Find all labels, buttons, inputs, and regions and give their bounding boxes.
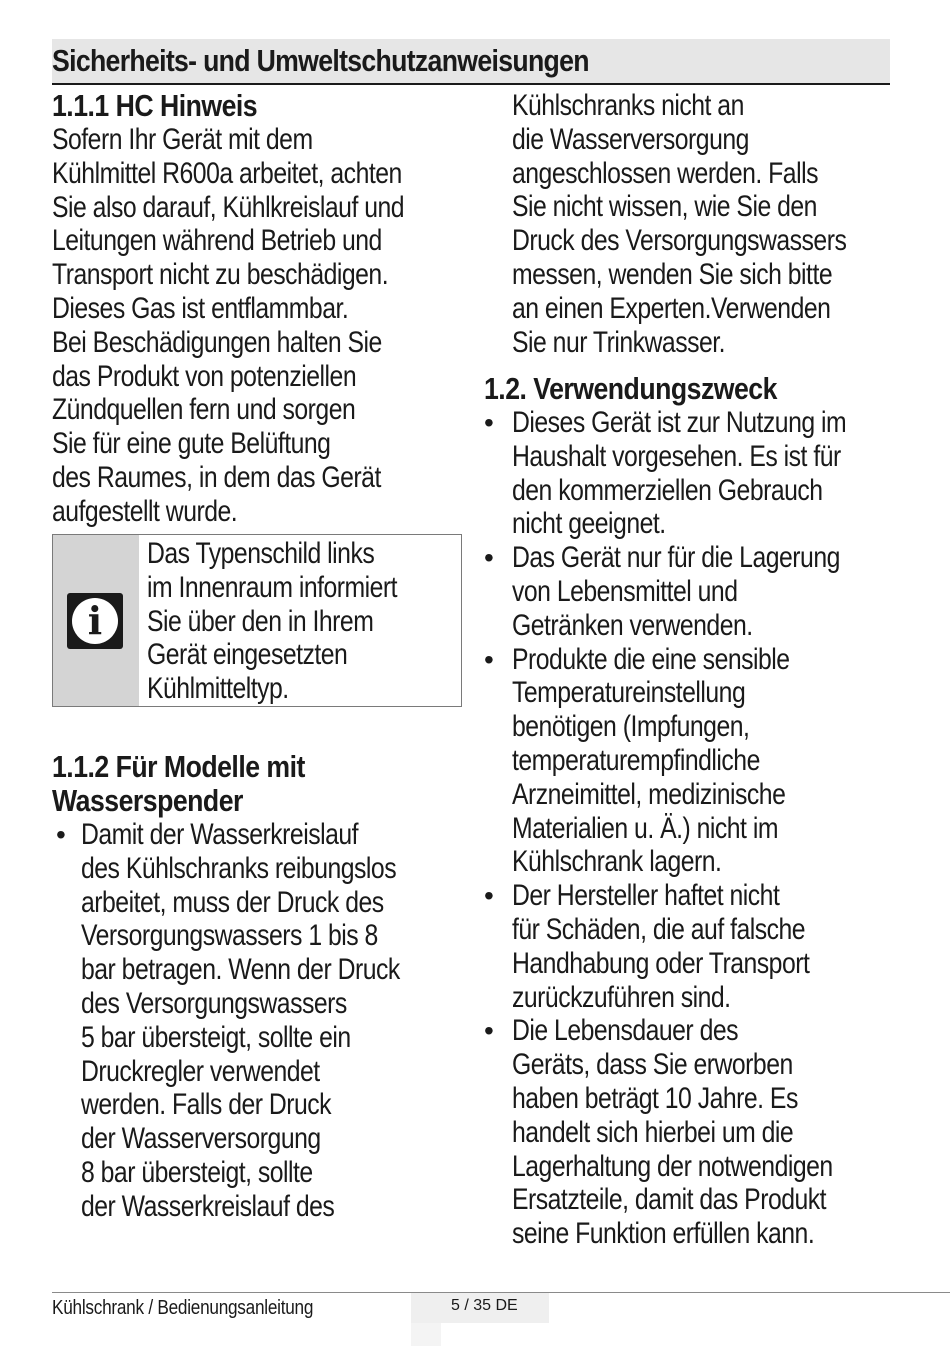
- hc-paragraph: [52, 123, 404, 529]
- text-line: Geräts, dass Sie erworben: [512, 1048, 793, 1082]
- text-line: angeschlossen werden. Falls: [512, 156, 818, 190]
- text-line: Bei Beschädigungen halten Sie: [52, 325, 382, 359]
- text-line: Ersatzteile, damit das Produkt: [512, 1183, 827, 1217]
- text-line: Sie nur Trinkwasser.: [512, 325, 726, 359]
- continued-paragraph: [512, 89, 846, 359]
- text-line: die Wasserversorgung: [512, 122, 749, 156]
- text-line: bar betragen. Wenn der Druck: [81, 953, 400, 987]
- text-line: 8 bar übersteigt, sollte: [81, 1155, 313, 1189]
- text-line: Dieses Gerät ist zur Nutzung im: [512, 406, 847, 439]
- text-line: des Kühlschranks reibungslos: [81, 851, 397, 885]
- text-line: Zündquellen fern und sorgen: [52, 393, 356, 427]
- text-line: im Innenraum informiert: [147, 570, 398, 604]
- info-box-sidebar: [53, 535, 139, 706]
- text-line: seine Funktion erfüllen kann.: [512, 1217, 815, 1251]
- text-line: Das Gerät nur für die Lagerung: [512, 541, 840, 575]
- text-line: Wasserspender: [52, 783, 243, 818]
- use-bullet-item: [512, 643, 790, 880]
- text-line: Das Typenschild links: [147, 537, 375, 570]
- section-title: Sicherheits- und Umweltschutzanweisungen: [52, 43, 589, 78]
- text-line: der Wasserkreislauf des: [81, 1189, 335, 1223]
- text-line: aufgestellt wurde.: [52, 494, 238, 528]
- text-line: Arzneimittel, medizinische: [512, 777, 786, 811]
- text-line: für Schäden, die auf falsche: [512, 912, 806, 946]
- text-line: temperaturempfindliche: [512, 743, 760, 777]
- page-number: 5 / 35 DE: [451, 1297, 518, 1314]
- text-line: der Wasserversorgung: [81, 1122, 321, 1156]
- info-box-text: [147, 537, 397, 706]
- text-line: benötigen (Impfungen,: [512, 710, 750, 744]
- bullet-dot: •: [484, 880, 494, 912]
- text-line: Kühlschrank lagern.: [512, 845, 722, 879]
- text-line: des Versorgungswassers: [81, 986, 347, 1020]
- page-number-box: [411, 1293, 549, 1323]
- section-header-bar: [52, 39, 890, 85]
- text-line: 5 bar übersteigt, sollte ein: [81, 1020, 351, 1054]
- footer-document-title: Kühlschrank / Bedienungsanleitung: [52, 1297, 314, 1319]
- text-line: den kommerziellen Gebrauch: [512, 473, 823, 507]
- text-line: Materialien u. Ä.) nicht im: [512, 811, 778, 845]
- text-line: Sofern Ihr Gerät mit dem: [52, 123, 313, 156]
- text-line: Transport nicht zu beschädigen.: [52, 258, 389, 292]
- use-bullet-item: [512, 541, 840, 642]
- text-line: an einen Experten.Verwenden: [512, 291, 831, 325]
- text-line: Getränken verwenden.: [512, 608, 753, 642]
- text-line: werden. Falls der Druck: [81, 1088, 332, 1122]
- text-line: das Produkt von potenziellen: [52, 359, 357, 393]
- text-line: zurückzuführen sind.: [512, 980, 731, 1014]
- info-note-box: [52, 534, 462, 707]
- info-icon: i: [67, 593, 123, 649]
- text-line: Temperatureinstellung: [512, 676, 746, 710]
- text-line: Sie für eine gute Belüftung: [52, 427, 331, 461]
- text-line: des Raumes, in dem das Gerät: [52, 460, 381, 494]
- bullet-dot: •: [484, 542, 494, 574]
- use-bullet-item: [512, 1014, 833, 1251]
- bullet-dot: •: [56, 819, 66, 850]
- text-line: handelt sich hierbei um die: [512, 1115, 794, 1149]
- text-line: Leitungen während Betrieb und: [52, 224, 382, 258]
- bullet-dot: •: [484, 1015, 494, 1047]
- text-line: Damit der Wasserkreislauf: [81, 818, 359, 851]
- footer-strip: [411, 1323, 441, 1346]
- text-line: Kühlmittel R600a arbeitet, achten: [52, 156, 402, 190]
- text-line: messen, wenden Sie sich bitte: [512, 257, 833, 291]
- text-line: nicht geeignet.: [512, 507, 666, 541]
- heading-wasserspender: [52, 750, 305, 818]
- text-line: Versorgungswassers 1 bis 8: [81, 919, 378, 953]
- heading-verwendungszweck: 1.2. Verwendungszweck: [484, 371, 777, 406]
- text-line: Sie nicht wissen, wie Sie den: [512, 190, 817, 224]
- use-bullet-item: [512, 406, 846, 541]
- text-line: Sie also darauf, Kühlkreislauf und: [52, 190, 405, 224]
- text-line: Produkte die eine sensible: [512, 642, 790, 676]
- text-line: Die Lebensdauer des: [512, 1014, 739, 1048]
- text-line: arbeitet, muss der Druck des: [81, 885, 384, 919]
- text-line: von Lebensmittel und: [512, 574, 738, 608]
- text-line: haben beträgt 10 Jahre. Es: [512, 1081, 798, 1115]
- text-line: Dieses Gas ist entflammbar.: [52, 291, 349, 325]
- bullet-dot: •: [484, 643, 494, 675]
- text-line: Druck des Versorgungswassers: [512, 224, 847, 258]
- water-bullet-text: [81, 818, 400, 1224]
- text-line: Druckregler verwendet: [81, 1054, 320, 1088]
- text-line: Haushalt vorgesehen. Es ist für: [512, 439, 841, 473]
- text-line: Kühlschranks nicht an: [512, 89, 744, 122]
- text-line: Lagerhaltung der notwendigen: [512, 1149, 833, 1183]
- text-line: Gerät eingesetzten: [147, 638, 348, 672]
- text-line: Der Hersteller haftet nicht: [512, 879, 780, 913]
- use-bullet-item: [512, 879, 809, 1014]
- text-line: Kühlmitteltyp.: [147, 672, 289, 706]
- text-line: Sie über den in Ihrem: [147, 604, 374, 638]
- text-line: 1.1.2 Für Modelle mit: [52, 749, 305, 784]
- heading-hc-hinweis: 1.1.1 HC Hinweis: [52, 88, 258, 123]
- text-line: Handhabung oder Transport: [512, 946, 810, 980]
- bullet-dot: •: [484, 407, 494, 438]
